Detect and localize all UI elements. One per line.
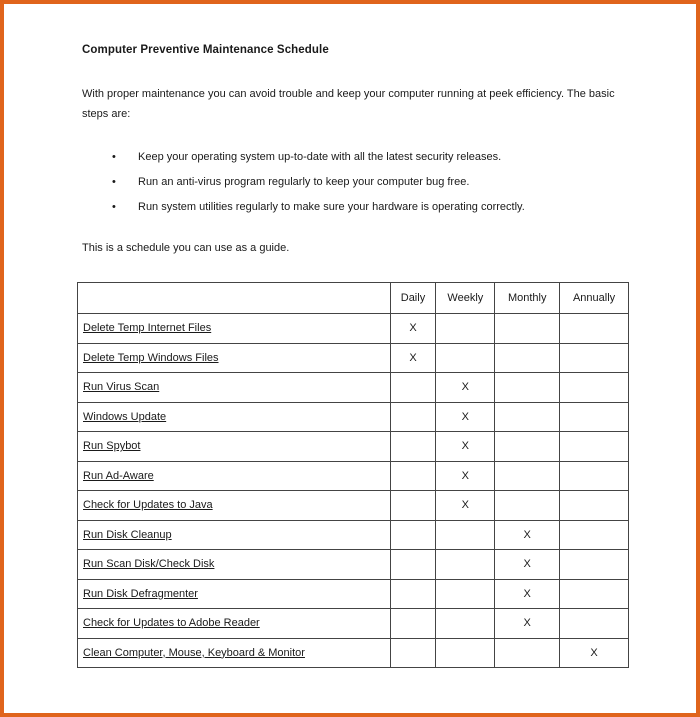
task-cell (78, 432, 391, 462)
table-row (78, 579, 629, 609)
task-cell (78, 343, 391, 373)
table-row (78, 402, 629, 432)
frequency-mark: X (523, 528, 531, 541)
list-item-text: Run system utilities regularly to make sure your hardware is operating correctly. (138, 201, 525, 213)
daily-cell (390, 314, 436, 344)
task-link[interactable]: Run Spybot (83, 440, 141, 453)
weekly-cell (436, 520, 495, 550)
daily-cell (390, 579, 436, 609)
monthly-cell (495, 638, 560, 668)
steps-list (82, 147, 642, 222)
bullet-icon: • (112, 151, 116, 163)
table-header-row (78, 283, 629, 314)
task-link[interactable]: Check for Updates to Java (83, 499, 213, 512)
task-link[interactable]: Delete Temp Windows Files (83, 351, 219, 364)
table-row (78, 432, 629, 462)
table-row (78, 461, 629, 491)
daily-cell (390, 461, 436, 491)
daily-cell (390, 432, 436, 462)
header-annually: Annually (560, 283, 629, 314)
monthly-cell (495, 550, 560, 580)
annually-cell (560, 461, 629, 491)
header-task (78, 283, 391, 314)
document-title: Computer Preventive Maintenance Schedule (82, 44, 329, 56)
annually-cell (560, 579, 629, 609)
monthly-cell (495, 402, 560, 432)
table-row (78, 638, 629, 668)
annually-cell (560, 373, 629, 403)
weekly-cell (436, 432, 495, 462)
task-link[interactable]: Run Scan Disk/Check Disk (83, 558, 215, 571)
weekly-cell (436, 638, 495, 668)
table-row (78, 491, 629, 521)
list-item-text: Keep your operating system up-to-date with all the latest security releases. (138, 151, 502, 163)
task-cell (78, 638, 391, 668)
list-item (82, 172, 642, 197)
daily-cell (390, 402, 436, 432)
annually-cell (560, 609, 629, 639)
task-link[interactable]: Windows Update (83, 410, 167, 423)
frequency-mark: X (523, 587, 531, 600)
monthly-cell (495, 491, 560, 521)
frequency-mark: X (461, 410, 470, 423)
weekly-cell (436, 314, 495, 344)
task-cell (78, 609, 391, 639)
annually-cell (560, 343, 629, 373)
list-item (82, 197, 642, 222)
monthly-cell (495, 432, 560, 462)
header-weekly: Weekly (436, 283, 495, 314)
daily-cell (390, 343, 436, 373)
weekly-cell (436, 491, 495, 521)
daily-cell (390, 550, 436, 580)
header-monthly: Monthly (495, 283, 560, 314)
frequency-mark: X (461, 469, 470, 482)
monthly-cell (495, 520, 560, 550)
frequency-mark: X (523, 558, 531, 571)
task-link[interactable]: Check for Updates to Adobe Reader (83, 617, 260, 630)
task-link[interactable]: Delete Temp Internet Files (83, 322, 212, 335)
daily-cell (390, 491, 436, 521)
task-cell (78, 402, 391, 432)
frequency-mark: X (409, 322, 417, 335)
monthly-cell (495, 461, 560, 491)
task-link[interactable]: Run Disk Cleanup (83, 528, 172, 541)
annually-cell (560, 402, 629, 432)
annually-cell (560, 314, 629, 344)
table-row (78, 550, 629, 580)
bullet-icon: • (112, 201, 116, 213)
monthly-cell (495, 373, 560, 403)
list-item-text: Run an anti-virus program regularly to keep your computer bug free. (138, 176, 470, 188)
task-cell (78, 550, 391, 580)
weekly-cell (436, 579, 495, 609)
daily-cell (390, 373, 436, 403)
task-cell (78, 579, 391, 609)
table-row (78, 520, 629, 550)
weekly-cell (436, 373, 495, 403)
daily-cell (390, 609, 436, 639)
frequency-mark: X (590, 646, 598, 659)
weekly-cell (436, 343, 495, 373)
task-link[interactable]: Clean Computer, Mouse, Keyboard & Monitor (83, 646, 305, 659)
task-cell (78, 520, 391, 550)
annually-cell (560, 432, 629, 462)
frequency-mark: X (461, 499, 470, 512)
table-row (78, 373, 629, 403)
table-row (78, 609, 629, 639)
task-cell (78, 461, 391, 491)
daily-cell (390, 520, 436, 550)
monthly-cell (495, 609, 560, 639)
weekly-cell (436, 402, 495, 432)
frequency-mark: X (523, 617, 531, 630)
frequency-mark: X (461, 440, 470, 453)
annually-cell (560, 520, 629, 550)
task-link[interactable]: Run Virus Scan (83, 381, 160, 394)
task-cell (78, 314, 391, 344)
task-cell (78, 373, 391, 403)
task-link[interactable]: Run Ad-Aware (83, 469, 154, 482)
monthly-cell (495, 579, 560, 609)
intro-paragraph: With proper maintenance you can avoid trouble and keep your computer running at peek efficiency. The basic steps are: (82, 88, 615, 120)
list-item (82, 147, 642, 172)
monthly-cell (495, 343, 560, 373)
weekly-cell (436, 550, 495, 580)
frequency-mark: X (461, 381, 470, 394)
annually-cell (560, 638, 629, 668)
task-cell (78, 491, 391, 521)
weekly-cell (436, 461, 495, 491)
monthly-cell (495, 314, 560, 344)
weekly-cell (436, 609, 495, 639)
table-row (78, 314, 629, 344)
task-link[interactable]: Run Disk Defragmenter (83, 587, 198, 600)
guide-text: This is a schedule you can use as a guide. (82, 242, 290, 254)
annually-cell (560, 491, 629, 521)
document-page (4, 4, 696, 713)
frequency-mark: X (409, 351, 417, 364)
schedule-table (77, 282, 629, 668)
header-daily: Daily (390, 283, 436, 314)
annually-cell (560, 550, 629, 580)
bullet-icon: • (112, 176, 116, 188)
table-row (78, 343, 629, 373)
daily-cell (390, 638, 436, 668)
